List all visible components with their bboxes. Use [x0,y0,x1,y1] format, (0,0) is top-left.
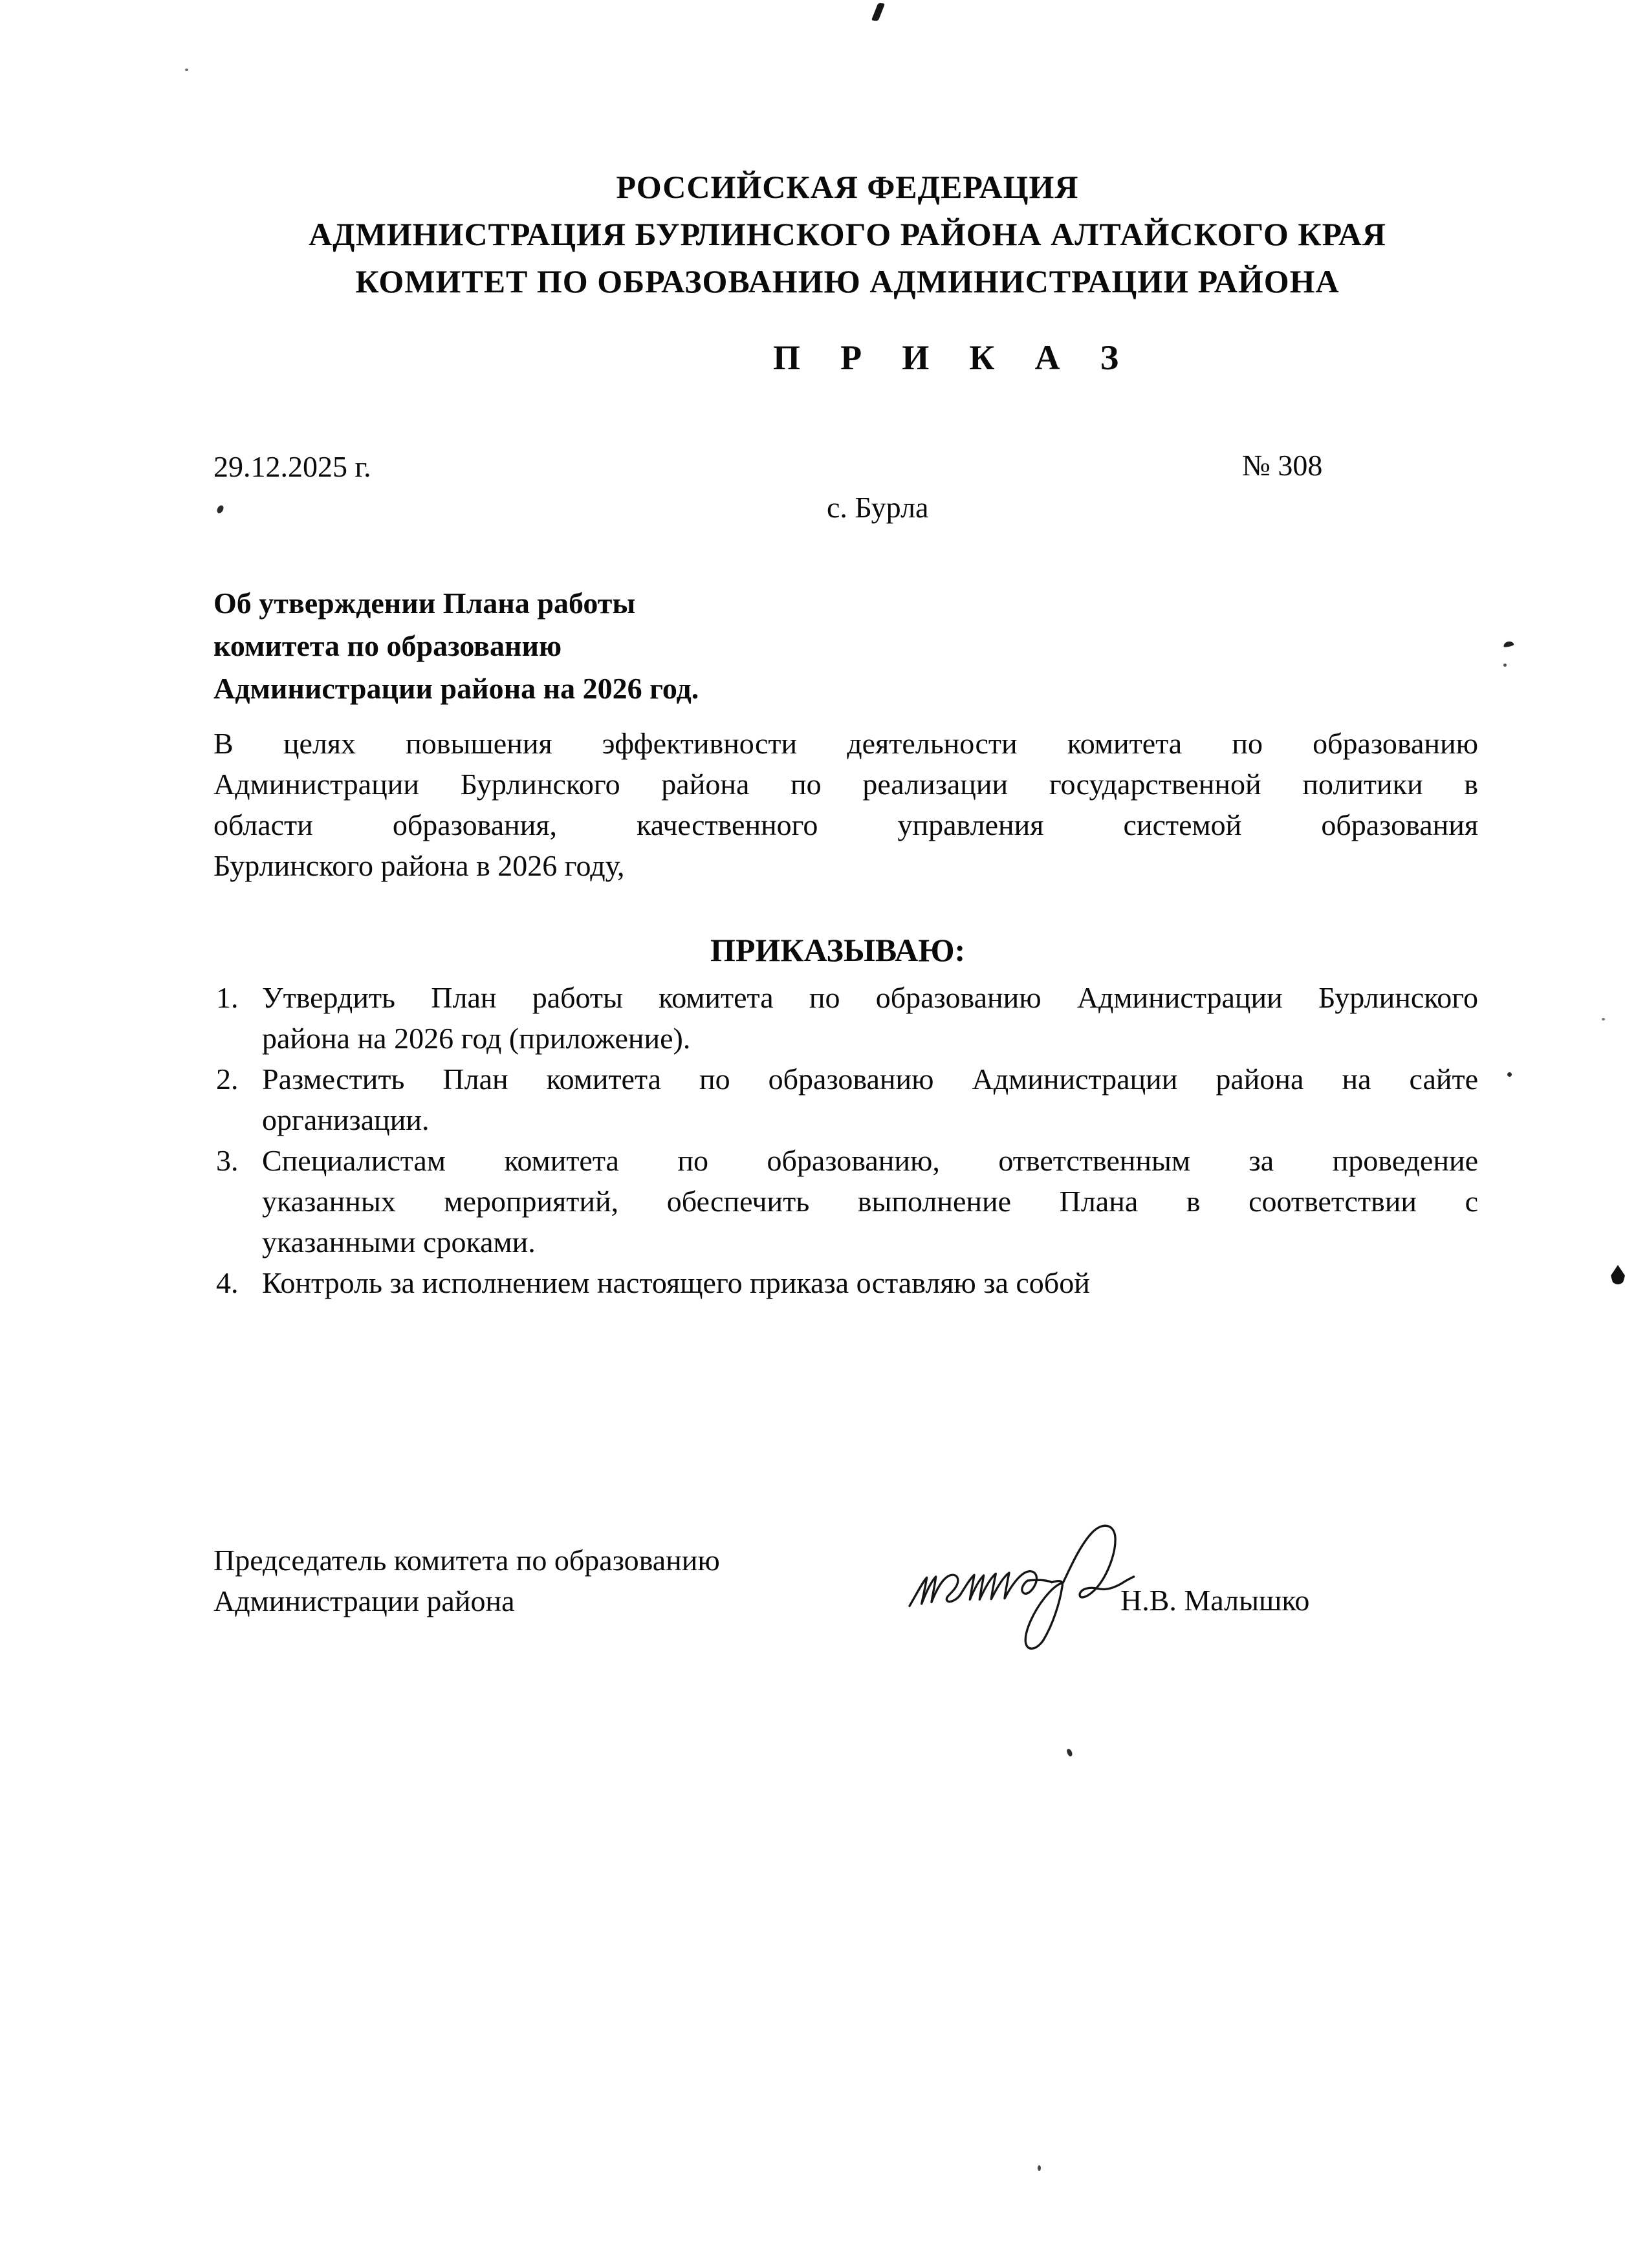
order-item-line: Разместить План комитета по образованию Администрации района на сайте [262,1063,1478,1096]
doc-number: № 308 [1242,449,1323,482]
preamble-line: области образования, качественного управления системой образования [213,808,1478,841]
scan-speck [1507,1072,1513,1078]
doc-subject-line: Администрации района на 2026 год. [213,672,699,705]
order-item-4 [213,1262,1478,1303]
order-item-line: организации. [262,1103,430,1136]
scan-speck [1602,1018,1605,1021]
order-item-line: указанных мероприятий, обеспечить выполнение Плана в соответствии с [262,1185,1478,1218]
order-item-number: 2. [216,1063,239,1096]
scan-speck [216,504,224,514]
doc-preamble [213,723,1478,886]
doc-place: с. Бурла [827,491,929,524]
order-item-line: указанными сроками. [262,1226,536,1258]
scan-speck [1503,664,1507,667]
scan-speck [185,69,188,71]
scan-speck [1503,640,1514,647]
doc-date: 29.12.2025 г. [213,450,371,483]
order-item-2 [213,1059,1478,1140]
order-item-line: Специалистам комитета по образованию, ответственным за проведение [262,1144,1478,1177]
doc-subject [213,582,1481,710]
signer-position-line: Администрации района [213,1584,515,1617]
preamble-line: Администрации Бурлинского района по реализации государственной политики в [213,768,1478,801]
scan-speck [1038,2165,1041,2171]
doc-type-title: П Р И К А З [773,338,1135,377]
order-item-number: 4. [216,1266,239,1299]
org-header-line-committee: КОМИТЕТ ПО ОБРАЗОВАНИЮ АДМИНИСТРАЦИИ РАЙОНА [355,263,1340,299]
order-item-3 [213,1140,1478,1262]
scan-speck [871,3,885,21]
org-header-line-administration: АДМИНИСТРАЦИЯ БУРЛИНСКОГО РАЙОНА АЛТАЙСКОГО КРАЯ [309,216,1386,252]
order-item-line: Контроль за исполнением настоящего приказа оставляю за собой [262,1266,1090,1299]
preamble-line: В целях повышения эффективности деятельности комитета по образованию [213,727,1478,760]
scan-speck [1611,1265,1625,1284]
org-header-line-country: РОССИЙСКАЯ ФЕДЕРАЦИЯ [616,169,1079,205]
doc-subject-line: Об утверждении Плана работы [213,587,636,620]
signer-name: Н.В. Малышко [1120,1584,1310,1617]
order-list [213,977,1478,1303]
signer-position [213,1540,720,1621]
doc-subject-line: комитета по образованию [213,629,562,662]
org-header [213,164,1481,305]
order-heading: ПРИКАЗЫВАЮ: [710,932,966,968]
order-item-number: 1. [216,981,239,1014]
preamble-line: Бурлинского района в 2026 году, [213,849,625,882]
order-item-line: Утвердить План работы комитета по образованию Администрации Бурлинского [262,981,1478,1014]
scan-speck [1066,1748,1073,1757]
order-item-number: 3. [216,1144,239,1177]
signer-position-line: Председатель комитета по образованию [213,1544,720,1577]
order-item-line: района на 2026 год (приложение). [262,1022,691,1055]
order-item-1 [213,977,1478,1059]
